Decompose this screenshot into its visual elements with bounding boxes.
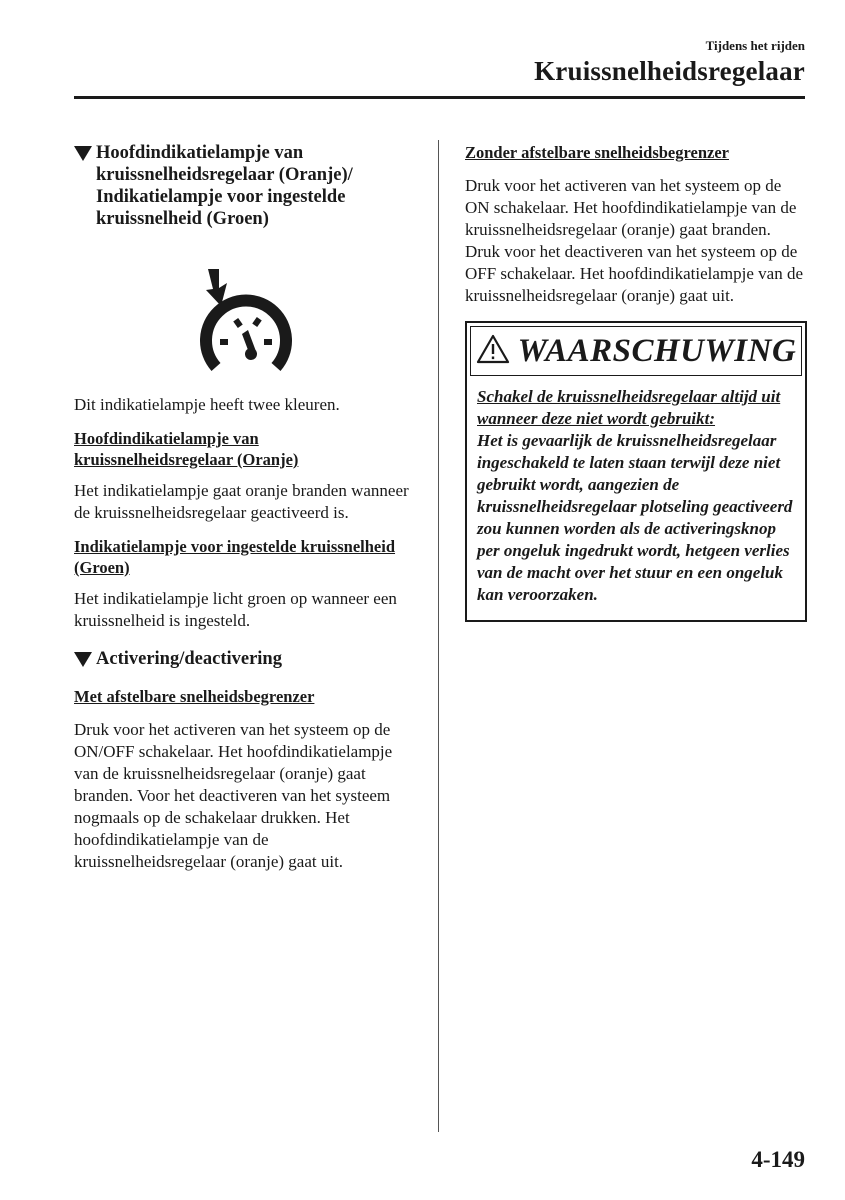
warning-body (467, 376, 805, 620)
warning-header (470, 326, 802, 376)
section-label: Tijdens het rijden (705, 38, 805, 53)
green-text: Het indikatielampje licht groen op wanneer een kruissnelheid is ingesteld. (74, 589, 397, 630)
warning-title: WAARSCHUWING (517, 332, 797, 369)
right-column (465, 142, 807, 622)
page-title: Kruissnelheidsregelaar (534, 56, 805, 86)
orange-subheading: Hoofdindikatielampje van kruissnelheidsregelaar (Oranje) (74, 429, 299, 469)
section-triangle-icon (74, 652, 92, 667)
activation-heading-text: Activering/deactivering (96, 649, 282, 669)
page-number: 4-149 (751, 1147, 805, 1172)
indicator-heading (74, 142, 419, 230)
without-limiter-subheading: Zonder afstelbare snelheidsbegrenzer (465, 143, 729, 162)
with-limiter-subheading: Met afstelbare snelheidsbegrenzer (74, 687, 315, 706)
activation-heading (74, 648, 419, 670)
green-subheading: Indikatielampje voor ingestelde kruissnelheid (Groen) (74, 537, 396, 577)
without-limiter-text: Druk voor het activeren van het systeem op de ON schakelaar. Het hoofdindikatielampje van de kruissnelheidsregelaar (oranje) gaat branden. Druk voor het deactiveren van het systeem op de OFF schakelaar. Het hoofdindikatielampje van de kruissnelheidsregelaar (oranje) gaat uit. (465, 176, 804, 305)
warning-triangle-icon (476, 334, 510, 369)
intro-text: Dit indikatielampje heeft twee kleuren. (74, 395, 340, 414)
left-column (74, 142, 419, 873)
orange-text: Het indikatielampje gaat oranje branden wanneer de kruissnelheidsregelaar geactiveerd is. (74, 481, 409, 522)
column-divider (438, 140, 439, 1132)
warning-text: Het is gevaarlijk de kruissnelheidsregelaar ingeschakeld te laten staan terwijl deze niet gebruikt wordt, aangezien de kruissnelheidsregelaar plotseling geactiveerd zou kunnen worden als de activeringsknop per ongeluk ingedrukt wordt, hetgeen verlies van de macht over het stuur en een ongeluk kan veroorzaken. (477, 431, 793, 604)
header-rule (74, 96, 805, 99)
section-triangle-icon (74, 146, 92, 161)
with-limiter-text: Druk voor het activeren van het systeem op de ON/OFF schakelaar. Het hoofdindikatielampje van de kruissnelheidsregelaar (oranje) gaat branden. Voor het deactiveren van het systeem nogmaals op de schakelaar drukken. Het hoofdindikatielampje van de kruissnelheidsregelaar (oranje) gaat uit. (74, 720, 393, 871)
cruise-control-speedometer-icon (200, 266, 292, 378)
indicator-heading-text: Hoofdindikatielampje van kruissnelheidsregelaar (Oranje)/ Indikatielampje voor ingestelde kruissnelheid (Groen) (96, 143, 353, 229)
warning-box (465, 321, 807, 622)
warning-lead: Schakel de kruissnelheidsregelaar altijd uit wanneer deze niet wordt gebruikt: (477, 387, 781, 428)
